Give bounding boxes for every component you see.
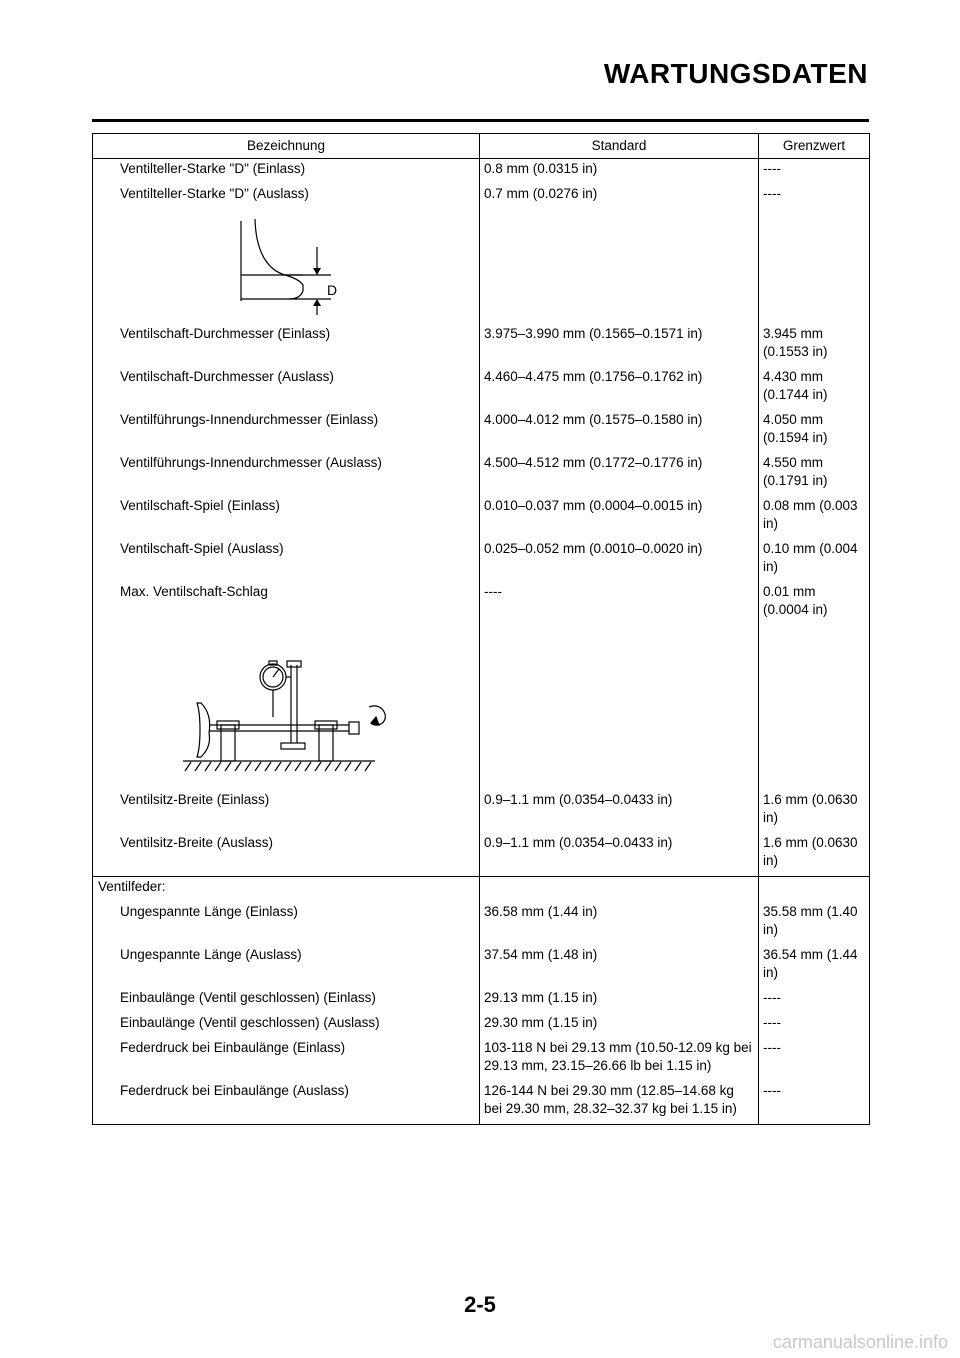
cell-name: Ventilschaft-Durchmesser (Auslass) — [93, 367, 480, 410]
cell-limit: 4.430 mm (0.1744 in) — [759, 367, 870, 410]
cell-limit: ---- — [759, 159, 870, 185]
cell-limit: ---- — [759, 1013, 870, 1038]
figure-row — [93, 209, 870, 324]
cell-name: Ventilführungs-Innendurchmesser (Einlass) — [93, 410, 480, 453]
table-row — [93, 902, 870, 945]
cell-standard: 37.54 mm (1.48 in) — [480, 945, 759, 988]
cell-limit: 35.58 mm (1.40 in) — [759, 902, 870, 945]
cell-name: Federdruck bei Einbaulänge (Auslass) — [93, 1081, 480, 1125]
table-row — [93, 1038, 870, 1081]
cell-name: Ungespannte Länge (Auslass) — [93, 945, 480, 988]
cell-limit: ---- — [759, 988, 870, 1013]
cell-standard: 4.460–4.475 mm (0.1756–0.1762 in) — [480, 367, 759, 410]
header-bezeichnung: Bezeichnung — [93, 134, 480, 159]
table-row — [93, 324, 870, 367]
cell-standard: 36.58 mm (1.44 in) — [480, 902, 759, 945]
table-row — [93, 582, 870, 625]
cell-limit: ---- — [759, 1081, 870, 1125]
table-row — [93, 539, 870, 582]
cell-name: Ventilschaft-Durchmesser (Einlass) — [93, 324, 480, 367]
cell-limit: 1.6 mm (0.0630 in) — [759, 790, 870, 833]
table-row — [93, 367, 870, 410]
cell-limit: 0.01 mm (0.0004 in) — [759, 582, 870, 625]
group-header-row — [93, 877, 870, 903]
cell-limit: ---- — [759, 1038, 870, 1081]
cell-name: Ventilteller-Starke "D" (Einlass) — [93, 159, 480, 185]
header-standard: Standard — [480, 134, 759, 159]
figure-row — [93, 625, 870, 790]
cell-standard: 0.025–0.052 mm (0.0010–0.0020 in) — [480, 539, 759, 582]
cell-standard: 0.9–1.1 mm (0.0354–0.0433 in) — [480, 833, 759, 877]
page-number: 2-5 — [464, 1292, 496, 1317]
cell-name: Ventilsitz-Breite (Auslass) — [93, 833, 480, 877]
cell-standard: 126-144 N bei 29.30 mm (12.85–14.68 kg bei 29.30 mm, 28.32–32.37 kg bei 1.15 in) — [480, 1081, 759, 1125]
table-row — [93, 184, 870, 209]
cell-limit: 1.6 mm (0.0630 in) — [759, 833, 870, 877]
cell-standard: ---- — [480, 582, 759, 625]
group-label: Ventilfeder: — [93, 877, 480, 903]
cell-standard: 0.010–0.037 mm (0.0004–0.0015 in) — [480, 496, 759, 539]
cell-standard: 0.8 mm (0.0315 in) — [480, 159, 759, 185]
cell-limit: 4.550 mm (0.1791 in) — [759, 453, 870, 496]
cell-standard: 0.7 mm (0.0276 in) — [480, 184, 759, 209]
cell-standard: 4.000–4.012 mm (0.1575–0.1580 in) — [480, 410, 759, 453]
cell-name: Ventilsitz-Breite (Einlass) — [93, 790, 480, 833]
table-row — [93, 833, 870, 877]
cell-name: Federdruck bei Einbaulänge (Einlass) — [93, 1038, 480, 1081]
cell-standard: 103-118 N bei 29.13 mm (10.50-12.09 kg bei 29.13 mm, 23.15–26.66 lb bei 1.15 in) — [480, 1038, 759, 1081]
table-row — [93, 1013, 870, 1038]
valve-runout-diagram — [93, 625, 480, 785]
cell-limit: 3.945 mm (0.1553 in) — [759, 324, 870, 367]
cell-name: Einbaulänge (Ventil geschlossen) (Auslass) — [93, 1013, 480, 1038]
table-row — [93, 988, 870, 1013]
cell-limit: 4.050 mm (0.1594 in) — [759, 410, 870, 453]
cell-standard: 29.13 mm (1.15 in) — [480, 988, 759, 1013]
dimension-label-d: D — [327, 282, 338, 298]
header-grenzwert: Grenzwert — [759, 134, 870, 159]
cell-limit: 0.08 mm (0.003 in) — [759, 496, 870, 539]
table-row — [93, 1081, 870, 1125]
cell-limit: ---- — [759, 184, 870, 209]
cell-name: Ventilteller-Starke "D" (Auslass) — [93, 184, 480, 209]
page-title: WARTUNGSDATEN — [603, 58, 868, 89]
table-row — [93, 410, 870, 453]
cell-name: Max. Ventilschaft-Schlag — [93, 582, 480, 625]
table-row — [93, 790, 870, 833]
cell-name: Ventilschaft-Spiel (Auslass) — [93, 539, 480, 582]
cell-standard: 0.9–1.1 mm (0.0354–0.0433 in) — [480, 790, 759, 833]
table-header-row — [93, 134, 870, 159]
cell-name: Ungespannte Länge (Einlass) — [93, 902, 480, 945]
watermark: carmanualsonline.info — [772, 1332, 948, 1352]
runout-figure-cell — [93, 625, 480, 790]
table-row — [93, 453, 870, 496]
valve-thickness-figure-cell — [93, 209, 480, 324]
cell-limit: 0.10 mm (0.004 in) — [759, 539, 870, 582]
cell-name: Ventilschaft-Spiel (Einlass) — [93, 496, 480, 539]
cell-name: Einbaulänge (Ventil geschlossen) (Einlass) — [93, 988, 480, 1013]
valve-thickness-diagram — [93, 209, 480, 319]
cell-limit: 36.54 mm (1.44 in) — [759, 945, 870, 988]
cell-standard: 4.500–4.512 mm (0.1772–0.1776 in) — [480, 453, 759, 496]
spec-table — [92, 133, 870, 1125]
header-rule — [92, 119, 869, 122]
cell-standard: 29.30 mm (1.15 in) — [480, 1013, 759, 1038]
cell-name: Ventilführungs-Innendurchmesser (Auslass) — [93, 453, 480, 496]
cell-standard: 3.975–3.990 mm (0.1565–0.1571 in) — [480, 324, 759, 367]
table-row — [93, 496, 870, 539]
table-row — [93, 159, 870, 185]
table-row — [93, 945, 870, 988]
